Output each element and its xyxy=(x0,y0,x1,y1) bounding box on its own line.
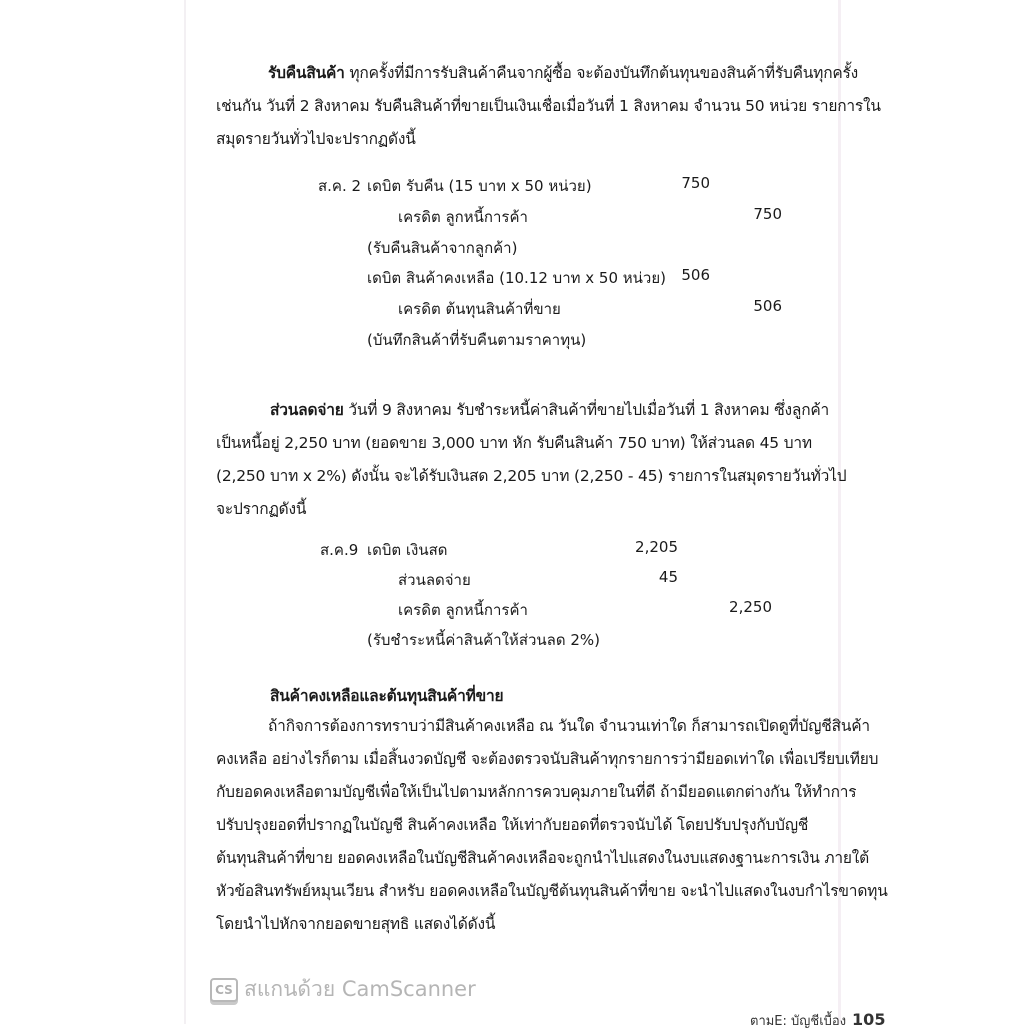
journal2-debit: 45 xyxy=(658,568,678,586)
section3-line: คงเหลือ อย่างไรก็ตาม เมื่อสิ้นงวดบัญชี จะต้องตรวจนับสินค้าทุกรายการว่ามียอดเท่าใด เพื่อเปรียบเทียบ xyxy=(216,750,879,768)
footer-label: ตามE: บัญชีเบื้อง xyxy=(750,1014,847,1029)
journal1-row: เครดิต ลูกหนี้การค้า xyxy=(398,208,528,226)
journal2-row: ส่วนลดจ่าย xyxy=(398,571,471,589)
section2-line1: ส่วนลดจ่าย วันที่ 9 สิงหาคม รับชำระหนี้ค่าสินค้าที่ขายไปเมื่อวันที่ 1 สิงหาคม ซึ่งลูกค้า xyxy=(270,401,830,419)
section1-line3: สมุดรายวันทั่วไปจะปรากฏดังนี้ xyxy=(216,130,416,148)
section3-line: โดยนำไปหักจากยอดขายสุทธิ แสดงได้ดังนี้ xyxy=(216,915,496,933)
journal1-memo: (รับคืนสินค้าจากลูกค้า) xyxy=(367,239,518,257)
page-edge-left xyxy=(184,0,186,1024)
section2-heading: ส่วนลดจ่าย xyxy=(270,401,344,419)
section3-heading: สินค้าคงเหลือและต้นทุนสินค้าที่ขาย xyxy=(270,687,504,705)
section3-line: ต้นทุนสินค้าที่ขาย ยอดคงเหลือในบัญชีสินค้าคงเหลือจะถูกนำไปแสดงในงบแสดงฐานะการเงิน ภายใต้ xyxy=(216,849,870,867)
section1-heading: รับคืนสินค้า xyxy=(268,64,345,82)
journal1-credit: 750 xyxy=(753,205,782,223)
journal2-debit: 2,205 xyxy=(635,538,678,556)
journal1-debit: 506 xyxy=(681,266,710,284)
journal2-memo: (รับชำระหนี้ค่าสินค้าให้ส่วนลด 2%) xyxy=(367,631,601,649)
section3-line: ปรับปรุงยอดที่ปรากฏในบัญชี สินค้าคงเหลือ ให้เท่ากับยอดที่ตรวจนับได้ โดยปรับปรุงกับบัญชี xyxy=(216,816,809,834)
section2-line3: (2,250 บาท x 2%) ดังนั้น จะได้รับเงินสด 2,205 บาท (2,250 - 45) รายการในสมุดรายวันทั่วไป xyxy=(216,467,847,485)
journal1-row: เดบิต รับคืน (15 บาท x 50 หน่วย) xyxy=(367,177,592,195)
journal2-row: เครดิต ลูกหนี้การค้า xyxy=(398,601,528,619)
camscanner-logo-icon: CS xyxy=(210,978,238,1002)
page-number: 105 xyxy=(852,1010,886,1029)
journal1-credit: 506 xyxy=(753,297,782,315)
section3-line: กับยอดคงเหลือตามบัญชีเพื่อให้เป็นไปตามหลักการควบคุมภายในที่ดี ถ้ามียอดแตกต่างกัน ให้ทำการ xyxy=(216,783,857,801)
section3-line: หัวข้อสินทรัพย์หมุนเวียน สำหรับ ยอดคงเหลือในบัญชีต้นทุนสินค้าที่ขาย จะนำไปแสดงในงบกำไรขาดทุน xyxy=(216,882,888,900)
journal1-memo: (บันทึกสินค้าที่รับคืนตามราคาทุน) xyxy=(367,331,587,349)
section2-line4: จะปรากฏดังนี้ xyxy=(216,500,307,518)
page-footer xyxy=(750,1010,885,1031)
page-edge-right xyxy=(838,0,841,1024)
journal1-row: เดบิต สินค้าคงเหลือ (10.12 บาท x 50 หน่วย) xyxy=(367,269,666,287)
journal2-date: ส.ค.9 xyxy=(320,541,359,559)
section1-line1: รับคืนสินค้า ทุกครั้งที่มีการรับสินค้าคืนจากผู้ซื้อ จะต้องบันทึกต้นทุนของสินค้าที่รับคืนทุกครั้ง xyxy=(268,64,859,82)
journal1-row: เครดิต ต้นทุนสินค้าที่ขาย xyxy=(398,300,561,318)
journal2-credit: 2,250 xyxy=(729,598,772,616)
section2-line2: เป็นหนี้อยู่ 2,250 บาท (ยอดขาย 3,000 บาท หัก รับคืนสินค้า 750 บาท) ให้ส่วนลด 45 บาท xyxy=(216,434,812,452)
section3-line: ถ้ากิจการต้องการทราบว่ามีสินค้าคงเหลือ ณ วันใด จำนวนเท่าใด ก็สามารถเปิดดูที่บัญชีสินค้า xyxy=(268,717,870,735)
journal2-row: เดบิต เงินสด xyxy=(367,541,448,559)
section1-line2: เช่นกัน วันที่ 2 สิงหาคม รับคืนสินค้าที่ขายเป็นเงินเชื่อเมื่อวันที่ 1 สิงหาคม จำนวน 50 หน่วย รายการใน xyxy=(216,97,881,115)
camscanner-watermark xyxy=(210,973,476,1006)
watermark-text: สแกนด้วย CamScanner xyxy=(244,977,476,1001)
journal1-date: ส.ค. 2 xyxy=(318,177,362,195)
journal1-debit: 750 xyxy=(681,174,710,192)
